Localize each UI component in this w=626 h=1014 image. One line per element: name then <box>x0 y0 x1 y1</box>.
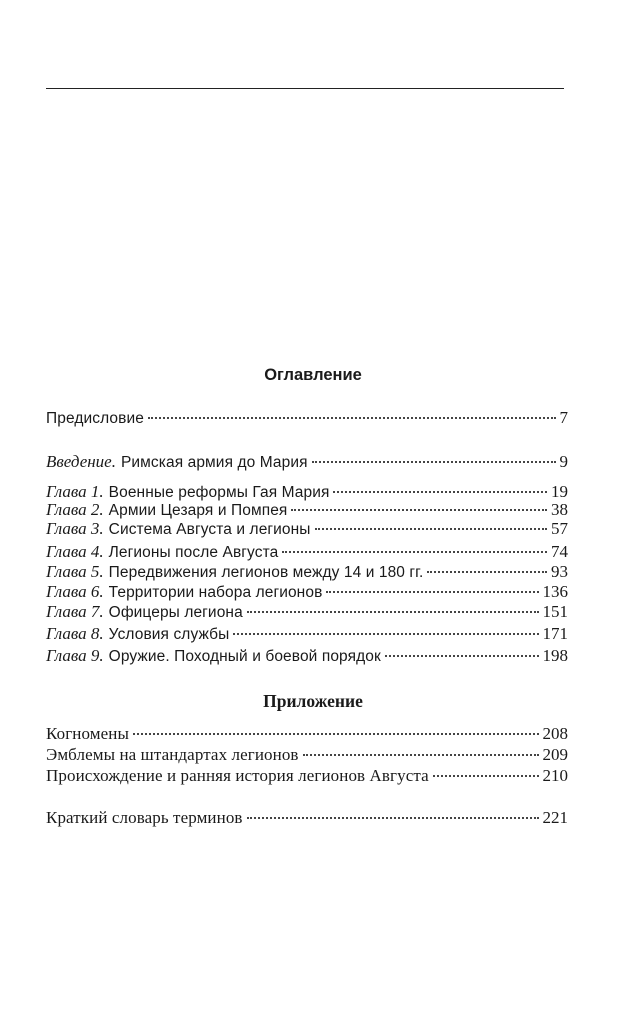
dot-leader <box>133 733 539 735</box>
toc-entry-page: 151 <box>542 602 568 621</box>
toc-entry-page: 136 <box>542 582 568 601</box>
toc-entry-page: 57 <box>551 519 568 538</box>
toc-entry-page: 210 <box>542 766 568 785</box>
toc-entry-glossary[interactable] <box>46 808 568 828</box>
toc-entry-introduction[interactable] <box>46 452 568 473</box>
dot-leader <box>315 528 547 530</box>
toc-entry-title: Эмблемы на штандартах легионов <box>46 745 299 764</box>
toc-entry-chapter-6[interactable] <box>46 582 568 603</box>
toc-entry-title: Легионы после Августа <box>108 544 279 561</box>
dot-leader <box>148 417 556 419</box>
dot-leader <box>433 775 539 777</box>
toc-entry-chapter-3[interactable] <box>46 519 568 540</box>
contents-heading: Оглавление <box>264 366 362 384</box>
toc-entry-page: 74 <box>551 542 568 561</box>
dot-leader <box>291 509 547 511</box>
toc-entry-title: Военные реформы Гая Мария <box>108 484 330 501</box>
toc-entry-page: 208 <box>542 724 568 743</box>
toc-entry-chapter-9[interactable] <box>46 646 568 667</box>
toc-entry-chapter-7[interactable] <box>46 602 568 623</box>
top-rule <box>46 88 564 89</box>
dot-leader <box>385 655 539 657</box>
dot-leader <box>427 571 547 573</box>
toc-entry-prefix: Введение. <box>46 452 116 471</box>
toc-entry-prefix: Глава 3. <box>46 519 104 538</box>
toc-entry-prefix: Глава 4. <box>46 542 104 561</box>
toc-entry-title: Офицеры легиона <box>108 604 243 621</box>
toc-entry-page: 198 <box>542 646 568 665</box>
toc-entry-title: Оружие. Походный и боевой порядок <box>108 648 381 665</box>
toc-entry-chapter-2[interactable] <box>46 500 568 521</box>
toc-entry-title: Система Августа и легионы <box>108 521 311 538</box>
toc-entry-title: Когномены <box>46 724 129 743</box>
dot-leader <box>282 551 547 553</box>
toc-entry-page: 221 <box>542 808 568 827</box>
toc-entry-title: Происхождение и ранняя история легионов Августа <box>46 766 429 785</box>
toc-entry-page: 7 <box>559 408 568 427</box>
toc-entry-appendix-3[interactable] <box>46 766 568 786</box>
toc-entry-chapter-5[interactable] <box>46 562 568 583</box>
toc-entry-title: Передвижения легионов между 14 и 180 гг. <box>108 564 424 581</box>
toc-entry-prefix: Глава 9. <box>46 646 104 665</box>
dot-leader <box>303 754 539 756</box>
toc-entry-page: 171 <box>542 624 568 643</box>
toc-entry-prefix: Глава 1. <box>46 482 104 501</box>
toc-entry-page: 9 <box>559 452 568 471</box>
dot-leader <box>333 491 547 493</box>
toc-entry-prefix: Глава 8. <box>46 624 104 643</box>
toc-entry-chapter-4[interactable] <box>46 542 568 563</box>
toc-entry-title: Территории набора легионов <box>108 584 323 601</box>
toc-entry-prefix: Глава 5. <box>46 562 104 581</box>
toc-entry-page: 209 <box>542 745 568 764</box>
toc-entry-chapter-8[interactable] <box>46 624 568 645</box>
toc-entry-title: Условия службы <box>108 626 230 643</box>
toc-entry-title: Римская армия до Мария <box>120 454 308 471</box>
dot-leader <box>247 817 539 819</box>
dot-leader <box>247 611 539 613</box>
toc-entry-prefix: Глава 2. <box>46 500 104 519</box>
dot-leader <box>312 461 556 463</box>
toc-entry-prefix: Глава 6. <box>46 582 104 601</box>
toc-entry-title: Предисловие <box>46 410 144 427</box>
toc-entry-prefix: Глава 7. <box>46 602 104 621</box>
toc-entry-appendix-2[interactable] <box>46 745 568 765</box>
toc-entry-page: 19 <box>551 482 568 501</box>
toc-entry-page: 38 <box>551 500 568 519</box>
toc-entry-title: Краткий словарь терминов <box>46 808 243 827</box>
appendix-heading: Приложение <box>263 691 363 711</box>
toc-entry-title: Армии Цезаря и Помпея <box>108 502 288 519</box>
dot-leader <box>326 591 538 593</box>
dot-leader <box>233 633 538 635</box>
toc-entry-appendix-1[interactable] <box>46 724 568 744</box>
toc-entry-preface[interactable] <box>46 408 568 429</box>
toc-entry-page: 93 <box>551 562 568 581</box>
